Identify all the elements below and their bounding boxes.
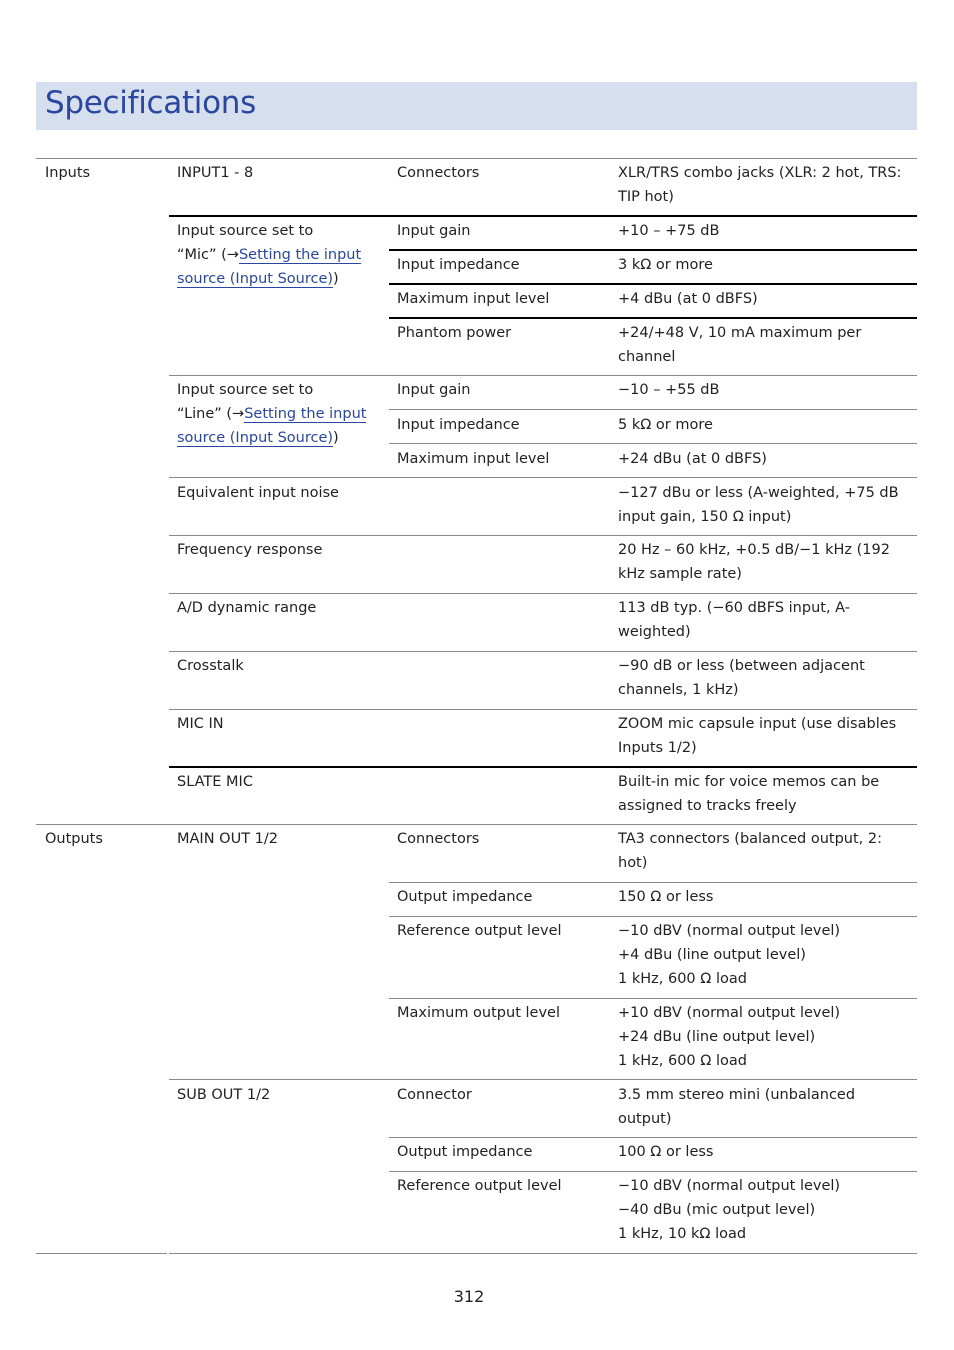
input1-8-connectors-label: Connectors [397,165,480,181]
line-input-impedance-label: Input impedance [397,417,520,433]
table-rule [169,766,917,768]
table-rule [169,709,917,710]
mic-source-line3 [177,267,361,291]
section-label-outputs: Outputs [45,831,103,847]
table-rule [36,158,917,159]
line-source-line2 [177,402,366,426]
value-line: input gain, 150 Ω input) [618,509,792,525]
value-line: TIP hot) [618,189,674,205]
section-label-inputs: Inputs [45,165,91,181]
table-rule [169,651,917,652]
value-line: ZOOM mic capsule input (use disables [618,716,897,732]
value-line: hot) [618,855,648,871]
value-line: Built-in mic for voice memos can be [618,774,880,790]
value-line: 1 kHz, 10 kΩ load [618,1226,747,1242]
line-source-prefix: “Line” (→ [177,406,245,422]
sub-out-impedance-value: 100 Ω or less [618,1144,714,1160]
page-title: Specifications [45,85,256,121]
slate-mic-value [618,770,879,818]
value-line: −90 dB or less (between adjacent [618,658,865,674]
ad-dynamic-range-value [618,596,850,644]
value-line: TA3 connectors (balanced output, 2: [618,831,882,847]
sub-out-connector-label: Connector [397,1087,472,1103]
input1-8-label: INPUT1 - 8 [177,165,254,181]
sub-out-reference-level-value [618,1174,840,1246]
mic-source-suffix: ) [333,271,339,287]
title-bar [36,82,917,130]
line-max-input-level-label: Maximum input level [397,451,550,467]
setting-input-source-link[interactable]: Setting the input [238,247,362,263]
frequency-response-value [618,538,890,586]
mic-input-impedance-label: Input impedance [397,257,520,273]
line-source-label [177,378,366,450]
mic-input-impedance-value: 3 kΩ or more [618,257,713,273]
mic-source-line1: Input source set to [177,223,314,239]
main-out-impedance-value: 150 Ω or less [618,889,714,905]
mic-source-prefix: “Mic” (→ [177,247,239,263]
sub-out-label: SUB OUT 1/2 [177,1087,271,1103]
mic-in-value [618,712,896,760]
table-rule [389,882,917,883]
line-input-gain-label: Input gain [397,382,471,398]
value-line: XLR/TRS combo jacks (XLR: 2 hot, TRS: [618,165,902,181]
crosstalk-value [618,654,865,702]
table-rule [169,215,917,217]
equivalent-input-noise-label: Equivalent input noise [177,485,339,501]
main-out-max-level-value [618,1001,840,1073]
table-rule [169,477,917,478]
value-line: −127 dBu or less (A-weighted, +75 dB [618,485,899,501]
mic-max-input-level-label: Maximum input level [397,291,550,307]
value-line: +10 dBV (normal output level) [618,1005,841,1021]
ad-dynamic-range-label: A/D dynamic range [177,600,317,616]
table-rule [169,1253,917,1254]
phantom-power-value [618,321,861,369]
value-line: 1 kHz, 600 Ω load [618,1053,747,1069]
value-line: channels, 1 kHz) [618,682,739,698]
setting-input-source-link[interactable]: Setting the input [244,406,367,422]
value-line: −10 dBV (normal output level) [618,1178,841,1194]
mic-input-gain-label: Input gain [397,223,471,239]
page-number: 312 [453,1287,485,1306]
main-out-reference-level-label: Reference output level [397,923,562,939]
main-out-impedance-label: Output impedance [397,889,533,905]
value-line: output) [618,1111,672,1127]
line-max-input-level-value: +24 dBu (at 0 dBFS) [618,451,767,467]
main-out-label: MAIN OUT 1/2 [177,831,278,847]
sub-out-connector-value [618,1083,855,1131]
mic-source-label [177,219,361,291]
table-rule [389,1137,917,1138]
table-rule [169,593,917,594]
main-out-max-level-label: Maximum output level [397,1005,560,1021]
value-line: +4 dBu (line output level) [618,947,806,963]
crosstalk-label: Crosstalk [177,658,244,674]
value-line: −10 dBV (normal output level) [618,923,841,939]
table-rule [389,283,917,285]
table-rule [389,249,917,251]
sub-out-reference-level-label: Reference output level [397,1178,562,1194]
sub-out-impedance-label: Output impedance [397,1144,533,1160]
value-line: 113 dB typ. (−60 dBFS input, A- [618,600,850,616]
line-input-impedance-value: 5 kΩ or more [618,417,713,433]
value-line: 20 Hz – 60 kHz, +0.5 dB/−1 kHz (192 [618,542,890,558]
value-line: 3.5 mm stereo mini (unbalanced [618,1087,856,1103]
input1-8-connectors-value [618,161,901,209]
table-rule [169,375,917,376]
table-rule [36,824,917,825]
setting-input-source-link[interactable]: source (Input Source) [177,271,334,287]
mic-input-gain-value: +10 – +75 dB [618,223,720,239]
table-rule [389,916,917,917]
value-line: Inputs 1/2) [618,740,697,756]
line-input-gain-value: −10 – +55 dB [618,382,720,398]
slate-mic-label: SLATE MIC [177,774,253,790]
table-rule [389,998,917,999]
equivalent-input-noise-value [618,481,899,529]
mic-in-label: MIC IN [177,716,224,732]
table-rule [389,443,917,444]
value-line: kHz sample rate) [618,566,742,582]
frequency-response-label: Frequency response [177,542,323,558]
table-rule [169,535,917,536]
table-rule [169,1079,917,1080]
line-source-line3 [177,426,366,450]
mic-source-line2 [177,243,361,267]
value-line: assigned to tracks freely [618,798,797,814]
value-line: channel [618,349,676,365]
main-out-connectors-value [618,827,882,875]
value-line: +24/+48 V, 10 mA maximum per [618,325,862,341]
mic-max-input-level-value: +4 dBu (at 0 dBFS) [618,291,758,307]
value-line: weighted) [618,624,691,640]
line-source-line1: Input source set to [177,382,314,398]
line-source-suffix: ) [333,430,339,446]
value-line: +24 dBu (line output level) [618,1029,816,1045]
table-rule [36,1253,167,1254]
value-line: −40 dBu (mic output level) [618,1202,816,1218]
phantom-power-label: Phantom power [397,325,512,341]
setting-input-source-link[interactable]: source (Input Source) [177,430,334,446]
table-rule [389,317,917,319]
main-out-reference-level-value [618,919,840,991]
value-line: 1 kHz, 600 Ω load [618,971,747,987]
table-rule [389,409,917,410]
main-out-connectors-label: Connectors [397,831,480,847]
table-rule [389,1171,917,1172]
